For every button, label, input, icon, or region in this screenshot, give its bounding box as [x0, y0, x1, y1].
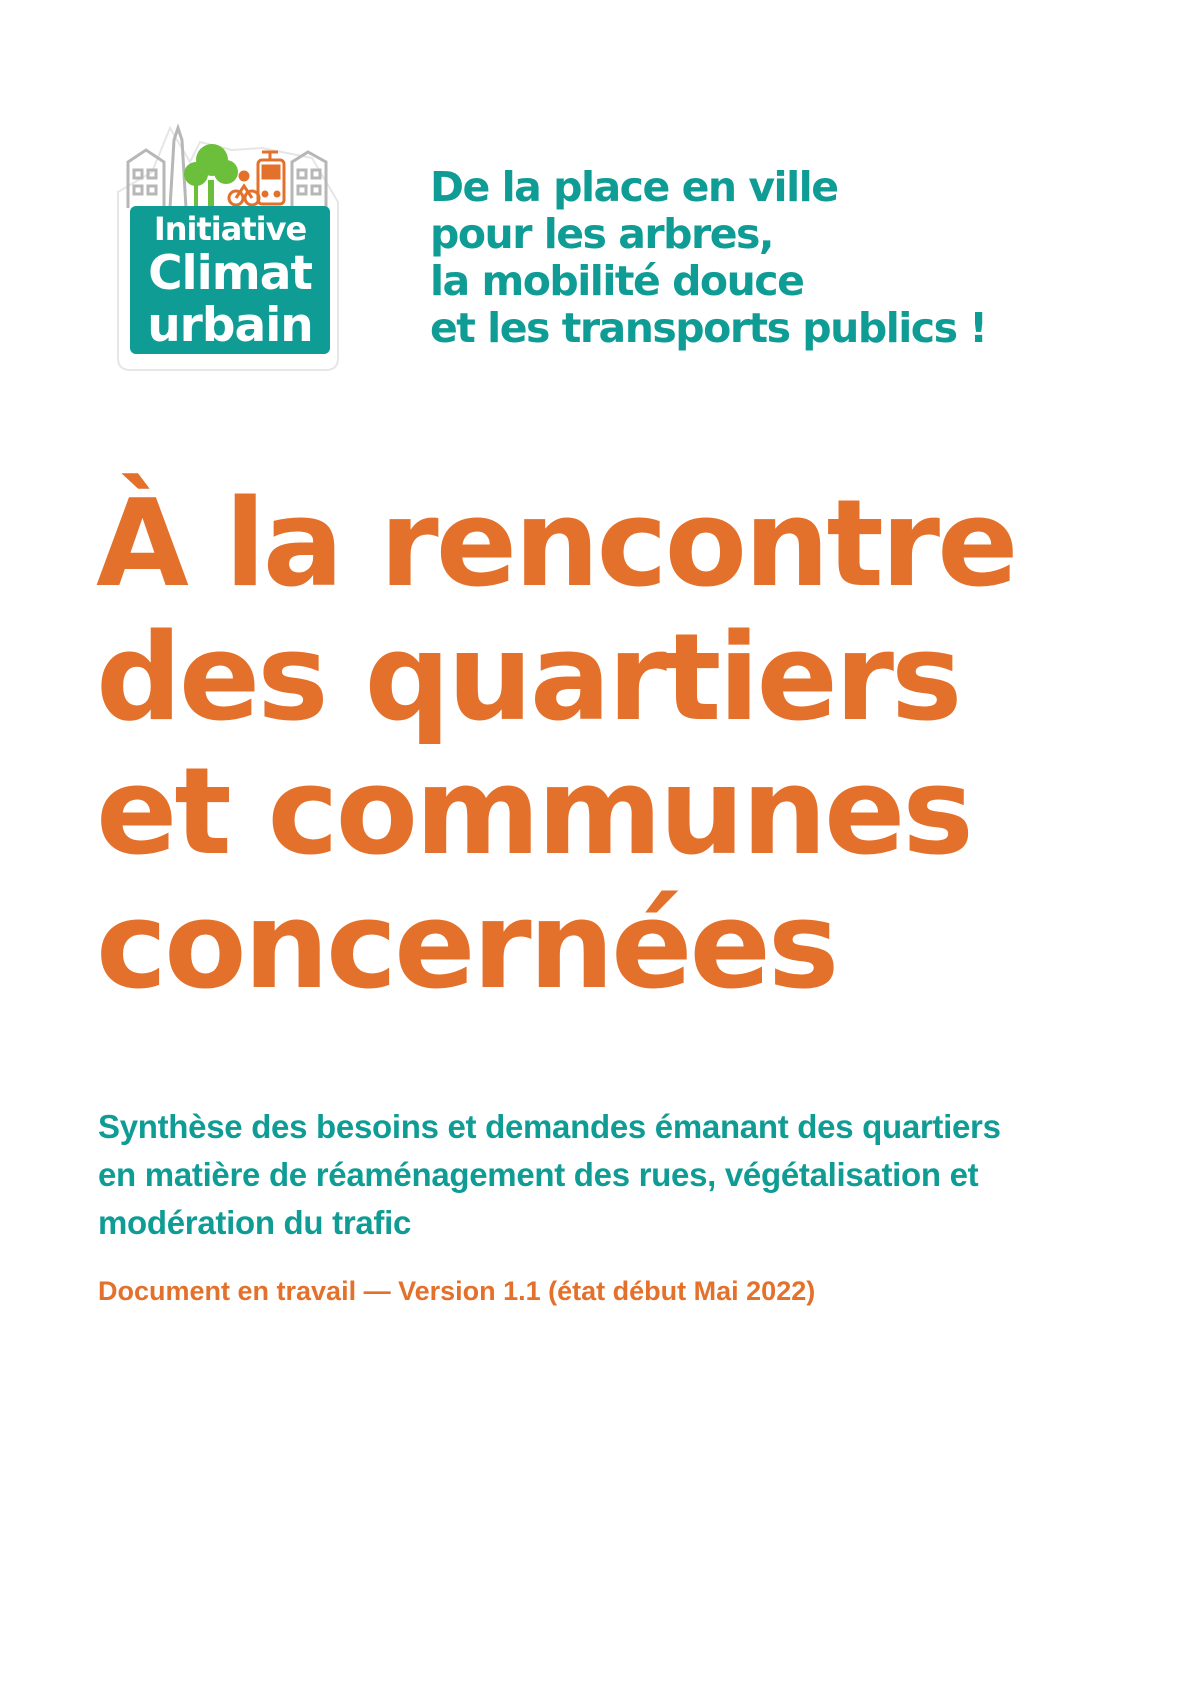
- tagline-line: pour les arbres,: [430, 210, 773, 258]
- subtitle-line: Synthèse des besoins et demandes émanant des quartiers: [98, 1108, 1001, 1145]
- initiative-climat-urbain-logo: [112, 122, 344, 372]
- subtitle-line: en matière de réaménagement des rues, végétalisation et: [98, 1156, 979, 1193]
- subtitle: [98, 1103, 1138, 1247]
- tagline-line: et les transports publics !: [430, 304, 987, 352]
- subtitle-line: modération du trafic: [98, 1204, 412, 1241]
- logo-word-urbain: urbain: [147, 298, 313, 353]
- title-line: et communes: [96, 743, 971, 882]
- title-line: concernées: [96, 877, 837, 1016]
- logo-text-box: [130, 206, 330, 354]
- tagline: [430, 164, 1130, 352]
- page-title: [96, 475, 1156, 1016]
- tagline-line: De la place en ville: [430, 163, 838, 211]
- title-line: À la rencontre: [96, 475, 1016, 614]
- logo-word-initiative: Initiative: [153, 210, 307, 248]
- title-line: des quartiers: [96, 609, 960, 748]
- document-version: Document en travail — Version 1.1 (état début Mai 2022): [98, 1276, 816, 1306]
- logo-word-climat: Climat: [148, 246, 312, 301]
- tagline-line: la mobilité douce: [430, 257, 804, 305]
